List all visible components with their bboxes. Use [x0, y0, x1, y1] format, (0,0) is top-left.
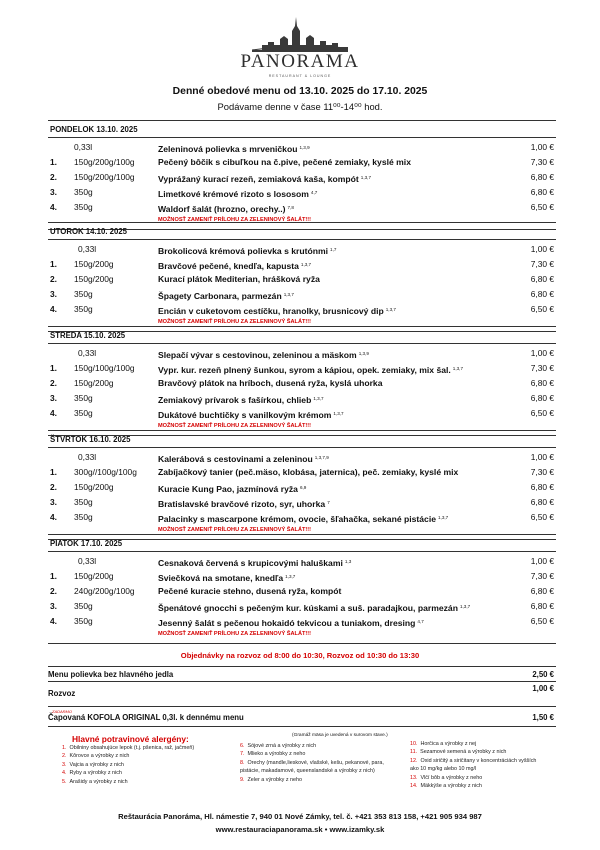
allergen-item	[410, 748, 546, 756]
extra-kofola-price: 1,50 €	[532, 713, 554, 722]
allergen-number: 1.	[62, 745, 67, 751]
dish-allergens: 1,3,7	[452, 366, 463, 371]
item-number: 2.	[50, 172, 57, 182]
item-portion: 350g	[74, 393, 93, 403]
dish-name: Zabíjačkový tanier (peč.mäso, klobása, jaternica), peč. zemiaky, kyslé mix	[158, 467, 459, 477]
item-price: 6,50 €	[530, 512, 554, 522]
item-number: 3.	[50, 187, 57, 197]
dish-allergens: 1,3,7	[385, 307, 396, 312]
dish-name: Kalerábová s cestovinami a zeleninou	[158, 454, 313, 464]
allergen-number: 14.	[410, 783, 418, 790]
item-number: 3.	[50, 497, 57, 507]
item-number: 3.	[50, 289, 57, 299]
allergen-number: 13.	[410, 774, 418, 781]
item-portion: 350g	[74, 408, 93, 418]
item-number: 2.	[50, 378, 57, 388]
page-title: Denné obedové menu od 13.10. 2025 do 17.10. 2025	[172, 86, 428, 97]
dish-name: Waldorf šalát (hrozno, orechy..)	[158, 204, 286, 214]
dish-name: Vypr. kur. rezeň plnený šunkou, syrom a kápiou, opek. zemiaky, mix šal.	[158, 365, 451, 375]
item-dish	[158, 584, 341, 599]
allergen-number: 4.	[62, 770, 67, 777]
allergen-number: 3.	[62, 761, 67, 768]
item-price: 6,80 €	[530, 172, 554, 182]
allergen-item	[410, 774, 546, 782]
extra-delivery-label: Rozvoz	[48, 689, 76, 698]
allergen-text: Arašidy a výrobky z nich	[69, 778, 128, 785]
item-number: 1.	[50, 363, 57, 373]
day-section	[48, 534, 556, 644]
dish-name: Encián v cuketovom cestíčku, hranolky, brusnicový dip	[158, 306, 384, 316]
allergen-text: Oxid siričitý a siričitany v koncentráciách vyšších ako 10 mg/kg alebo 10 mg/l	[410, 757, 537, 773]
item-price: 6,80 €	[530, 586, 554, 596]
item-price: 1,00 €	[530, 348, 554, 358]
dish-name: Slepačí vývar s cestovinou, zeleninou a mäskom	[158, 350, 357, 360]
item-portion: 150g/200g/100g	[74, 157, 135, 167]
dish-name: Vyprážaný kurací rezeň, zemiaková kaša, kompót	[158, 174, 359, 184]
dish-allergens: 1,3,9	[299, 145, 310, 150]
item-portion: 350g	[74, 304, 93, 314]
item-price: 1,00 €	[530, 244, 554, 254]
item-portion: 0,33l	[78, 556, 97, 566]
dish-allergens: 1,3,7	[285, 574, 296, 579]
orders-info: Objednávky na rozvoz od 8:00 do 10:30, Rozvoz od 10:30 do 13:30	[180, 651, 420, 660]
divider	[48, 681, 556, 682]
item-price: 7,30 €	[530, 571, 554, 581]
side-swap-note: MOŽNOSŤ ZAMENIŤ PRÍLOHU ZA ZELENINOVÝ ŠALÁT!!!	[158, 527, 311, 533]
extra-soup-label: Menu polievka bez hlavného jedla	[48, 670, 174, 679]
dish-allergens: 1,3,7	[360, 175, 371, 180]
dish-allergens: 1,3,7,9	[314, 455, 329, 460]
item-price: 1,00 €	[530, 142, 554, 152]
item-price: 6,50 €	[530, 304, 554, 314]
item-portion: 0,33l	[78, 348, 97, 358]
item-portion: 150g/200g	[74, 259, 114, 269]
dish-name: Bravčové pečené, knedľa, kapusta	[158, 261, 299, 271]
item-portion: 150g/100g/100g	[74, 363, 135, 373]
item-portion: 0,33l	[78, 244, 97, 254]
item-price: 6,50 €	[530, 202, 554, 212]
item-dish	[158, 155, 411, 170]
dish-name: Kurací plátok Mediterian, hrášková ryža	[158, 274, 320, 284]
extra-kofola-label: Čapovaná KOFOLA ORIGINAL 0,3l. k dennému menu	[48, 713, 244, 722]
allergen-item	[62, 744, 222, 752]
dish-name: Jesenný šalát s pečenou hokaidó tekvicou a tuniakom, dresing	[158, 618, 416, 628]
allergen-item	[62, 778, 222, 786]
menu-item-row	[48, 361, 556, 376]
day-section	[48, 120, 556, 230]
dish-name: Zeleninová polievka s mrveničkou	[158, 144, 298, 154]
item-portion: 350g	[74, 616, 93, 626]
day-section	[48, 430, 556, 540]
item-portion: 350g	[74, 497, 93, 507]
dish-allergens: 1,3,7	[438, 515, 449, 520]
item-number: 3.	[50, 601, 57, 611]
allergen-text: Obilniny obsahujúce lepok (t.j. pšenica, raž, jačmeň)	[69, 745, 195, 751]
allergen-item	[62, 761, 222, 769]
item-portion: 150g/200g/100g	[74, 172, 135, 182]
item-number: 3.	[50, 393, 57, 403]
item-dish	[158, 465, 458, 480]
allergen-list-1	[62, 744, 222, 786]
item-price: 6,80 €	[530, 289, 554, 299]
allergen-text: Kôrovce a výrobky z nich	[69, 753, 130, 760]
dish-allergens: 1,3	[344, 559, 352, 564]
item-number: 4.	[50, 304, 57, 314]
logo-tagline: RESTAURANT & LOUNGE	[268, 74, 332, 78]
menu-item-row	[48, 287, 556, 302]
menu-item-row	[48, 376, 556, 391]
allergen-item	[240, 759, 400, 776]
allergen-item	[240, 776, 400, 784]
menu-item-row	[48, 599, 556, 614]
allergen-item	[240, 750, 400, 758]
item-portion: 240g/200g/100g	[74, 586, 135, 596]
footer-web: www.restauraciapanorama.sk • www.izamky.sk	[215, 825, 385, 834]
item-portion: 350g	[74, 289, 93, 299]
menu-item-row	[48, 495, 556, 510]
allergen-text: Horčica a výrobky z nej	[420, 741, 477, 747]
allergen-number: 10.	[410, 741, 418, 747]
item-portion: 350g	[74, 187, 93, 197]
allergen-list-2	[240, 742, 400, 784]
dish-allergens: 1,7	[330, 247, 337, 252]
item-price: 7,30 €	[530, 157, 554, 167]
item-price: 6,80 €	[530, 482, 554, 492]
dish-allergens: 7	[327, 500, 330, 505]
item-portion: 300g//100g/100g	[74, 467, 137, 477]
divider	[48, 726, 556, 727]
item-price: 6,50 €	[530, 616, 554, 626]
extra-soup-price: 2,50 €	[532, 670, 554, 679]
item-price: 6,80 €	[530, 274, 554, 284]
item-number: 1.	[50, 571, 57, 581]
menu-item-row	[48, 346, 556, 361]
item-price: 6,80 €	[530, 187, 554, 197]
dish-name: Špenátové gnocchi s pečeným kur. kúskami a suš. paradajkou, parmezán	[158, 603, 458, 613]
item-number: 4.	[50, 408, 57, 418]
side-swap-note: MOŽNOSŤ ZAMENIŤ PRÍLOHU ZA ZELENINOVÝ ŠALÁT!!!	[158, 631, 311, 637]
day-section	[48, 222, 556, 332]
logo-name: PANORAMA	[240, 51, 360, 72]
dish-name: Bravčový plátok na hríboch, dusená ryža, kyslá uhorka	[158, 378, 383, 388]
divider	[48, 666, 556, 667]
dish-name: Dukátové buchtičky s vanilkovým krémom	[158, 410, 332, 420]
menu-item-row	[48, 242, 556, 257]
item-portion: 0,33l	[78, 452, 97, 462]
allergen-item	[410, 740, 546, 748]
dish-allergens: 1,3,9	[358, 351, 369, 356]
item-price: 6,80 €	[530, 393, 554, 403]
item-price: 6,80 €	[530, 601, 554, 611]
item-price: 6,50 €	[530, 408, 554, 418]
dish-allergens: 4,7	[417, 619, 424, 624]
allergen-text: Mlieko a výrobky z neho	[247, 751, 306, 758]
item-price: 7,30 €	[530, 363, 554, 373]
dish-name: Zemiakový prívarok s fašírkou, chlieb	[158, 395, 312, 405]
item-number: 2.	[50, 482, 57, 492]
item-dish	[158, 272, 320, 287]
allergen-number: 8.	[240, 759, 245, 766]
item-number: 1.	[50, 467, 57, 477]
extra-soup-row	[48, 670, 556, 679]
item-number: 1.	[50, 259, 57, 269]
dish-name: Brokolicová krémová polievka s krutónmi	[158, 246, 329, 256]
allergen-item	[410, 757, 546, 774]
free-tag: ZADARMO	[52, 709, 72, 714]
menu-item-row	[48, 170, 556, 185]
allergens-title: Hlavné potravinové alergény:	[72, 734, 189, 744]
dish-name: Palacinky s mascarpone krémom, ovocie, šľahačka, sekané pistácie	[158, 514, 436, 524]
day-heading: STREDA 15.10. 2025	[48, 327, 556, 344]
dish-name: Kuracie Kung Pao, jazmínová ryža	[158, 484, 298, 494]
dish-allergens: 7,8	[287, 205, 294, 210]
dish-allergens: 1,3,7	[300, 262, 312, 267]
allergen-item	[240, 742, 400, 750]
allergen-text: Ryby a výrobky z nich	[69, 770, 122, 777]
dish-name: Sviečková na smotane, knedľa	[158, 573, 284, 583]
day-heading: ŠTVRTOK 16.10. 2025	[48, 431, 556, 448]
item-portion: 150g/200g	[74, 571, 114, 581]
dish-name: Pečený bôčik s cibuľkou na č.pive, pečené zemiaky, kyslé mix	[158, 157, 411, 167]
extra-delivery-row	[48, 684, 556, 698]
dish-name: Pečené kuracie stehno, dusená ryža, kompót	[158, 586, 342, 596]
menu-item-row	[48, 480, 556, 495]
item-portion: 150g/200g	[74, 274, 114, 284]
item-price: 1,00 €	[530, 556, 554, 566]
allergen-list-3	[410, 740, 546, 790]
menu-item-row	[48, 450, 556, 465]
menu-item-row	[48, 569, 556, 584]
item-number: 4.	[50, 202, 57, 212]
day-heading: PONDELOK 13.10. 2025	[48, 121, 556, 138]
divider	[48, 706, 556, 707]
item-portion: 350g	[74, 512, 93, 522]
dish-allergens: 1,3,7	[459, 604, 471, 609]
page-subtitle: Podávame denne v čase 11⁰⁰-14⁰⁰ hod.	[217, 101, 383, 112]
allergen-item	[62, 752, 222, 760]
dish-allergens: 1,3,7	[333, 411, 344, 416]
dish-name: Špagety Carbonara, parmezán	[158, 291, 282, 301]
item-portion: 150g/200g	[74, 482, 114, 492]
allergen-number: 11.	[410, 749, 418, 756]
allergen-number: 7.	[240, 751, 245, 758]
item-number: 4.	[50, 616, 57, 626]
allergen-number: 6.	[240, 743, 245, 749]
allergen-item	[410, 782, 546, 790]
item-portion: 350g	[74, 601, 93, 611]
item-price: 7,30 €	[530, 467, 554, 477]
menu-item-row	[48, 185, 556, 200]
allergen-text: Vlčí bôb a výrobky z neho	[420, 774, 483, 781]
item-price: 1,00 €	[530, 452, 554, 462]
item-number: 2.	[50, 274, 57, 284]
logo	[230, 14, 370, 76]
extra-delivery-price: 1,00 €	[532, 684, 554, 693]
dish-name: Cesnaková červená s krupicovými haluškami	[158, 558, 343, 568]
item-price: 6,80 €	[530, 497, 554, 507]
dish-allergens: 1,3,7	[283, 292, 294, 297]
item-price: 6,80 €	[530, 378, 554, 388]
item-portion: 150g/200g	[74, 378, 114, 388]
allergen-text: Mäkkýše a výrobky z nich	[420, 783, 482, 790]
allergen-number: 2.	[62, 753, 67, 760]
item-dish	[158, 376, 382, 391]
allergen-number: 5.	[62, 778, 67, 785]
item-number: 2.	[50, 586, 57, 596]
side-swap-note: MOŽNOSŤ ZAMENIŤ PRÍLOHU ZA ZELENINOVÝ ŠALÁT!!!	[158, 217, 311, 223]
town-skyline-icon	[252, 14, 348, 52]
menu-item-row	[48, 584, 556, 599]
day-heading: UTOROK 14.10. 2025	[48, 223, 556, 240]
dish-name: Bratislavské bravčové rizoto, syr, uhorka	[158, 499, 326, 509]
item-number: 4.	[50, 512, 57, 522]
item-portion: 0,33l	[74, 142, 93, 152]
dish-allergens: 6,9	[299, 485, 307, 490]
allergen-number: 9.	[240, 776, 245, 783]
dish-name: Limetkové krémové rizoto s lososom	[158, 189, 309, 199]
item-price: 7,30 €	[530, 259, 554, 269]
allergen-text: Sezamové semená a výrobky z nich	[420, 749, 507, 756]
menu-item-row	[48, 554, 556, 569]
day-section	[48, 326, 556, 436]
menu-item-row	[48, 465, 556, 480]
dish-allergens: 4,7	[310, 190, 318, 195]
item-number: 1.	[50, 157, 57, 167]
meat-weight-note: (Gramáž mäsa je uvedená v surovom stave.)	[292, 733, 388, 738]
extra-kofola-row	[48, 713, 556, 722]
menu-item-row	[48, 140, 556, 155]
allergen-text: Zeler a výrobky z neho	[247, 776, 303, 783]
menu-item-row	[48, 155, 556, 170]
allergen-number: 12.	[410, 757, 418, 764]
menu-item-row	[48, 257, 556, 272]
menu-item-row	[48, 272, 556, 287]
menu-item-row	[48, 391, 556, 406]
allergen-text: Sójové zrná a výrobky z nich	[247, 743, 317, 749]
item-portion: 350g	[74, 202, 93, 212]
side-swap-note: MOŽNOSŤ ZAMENIŤ PRÍLOHU ZA ZELENINOVÝ ŠALÁT!!!	[158, 319, 311, 325]
dish-allergens: 1,3,7	[313, 396, 324, 401]
footer-address: Reštaurácia Panoráma, Hl. námestie 7, 940 01 Nové Zámky, tel. č. +421 353 813 158, +421 905 934 987	[118, 812, 482, 821]
allergen-text: Orechy (mandle,lieskové, vlašské, kešu, pekanové, para, pistácie, makadamové, queenslandské a výrobky z nich)	[240, 759, 384, 775]
allergen-text: Vajcia a výrobky z nich	[69, 761, 124, 768]
day-heading: PIATOK 17.10. 2025	[48, 535, 556, 552]
allergen-item	[62, 769, 222, 777]
side-swap-note: MOŽNOSŤ ZAMENIŤ PRÍLOHU ZA ZELENINOVÝ ŠALÁT!!!	[158, 423, 311, 429]
